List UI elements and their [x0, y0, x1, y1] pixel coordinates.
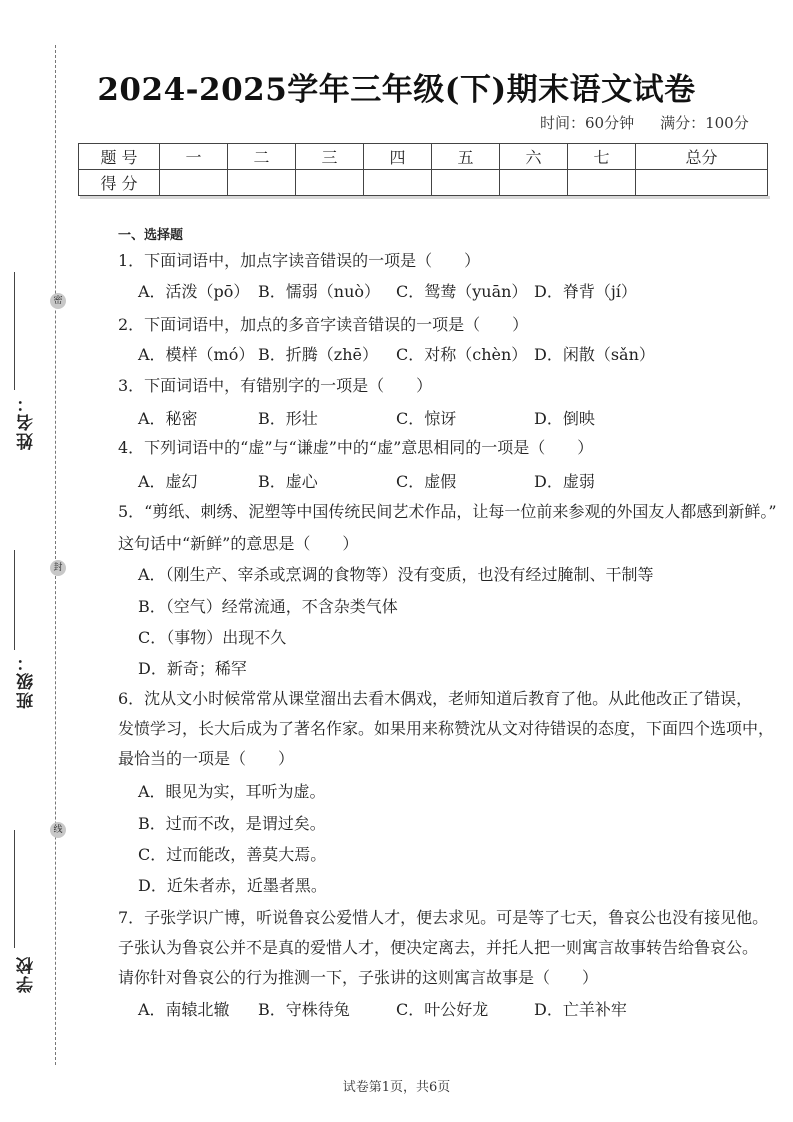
- seal-mi: 密: [50, 293, 66, 309]
- score-cell-2[interactable]: [228, 170, 296, 196]
- q6-option-c[interactable]: C．过而能改，善莫大焉。: [138, 845, 327, 864]
- q3-option-c[interactable]: C．惊讶: [396, 409, 457, 428]
- school-field: [14, 955, 44, 993]
- q6-stem-line3: 最恰当的一项是（ ）: [118, 749, 295, 768]
- binding-dashed-line: [55, 45, 56, 1065]
- q1-option-b[interactable]: B．懦弱（nuò）: [258, 282, 381, 301]
- q4-option-d[interactable]: D．虚弱: [534, 472, 595, 491]
- q5-option-b[interactable]: B．（空气）经常流通，不含杂类气体: [138, 597, 398, 616]
- q3-option-a[interactable]: A．秘密: [138, 409, 198, 428]
- q5-option-a[interactable]: A．（刚生产、宰杀或烹调的食物等）没有变质，也没有经过腌制、干制等: [138, 565, 654, 584]
- seal-feng: 封: [50, 560, 66, 576]
- q2-option-d[interactable]: D．闲散（sǎn）: [534, 345, 655, 364]
- score-cell-6[interactable]: [500, 170, 568, 196]
- q7-option-b[interactable]: B．守株待兔: [258, 1000, 350, 1019]
- col-1: 一: [160, 144, 228, 170]
- score-cell-5[interactable]: [432, 170, 500, 196]
- q4-stem: 4．下列词语中的“虚”与“谦虚”中的“虚”意思相同的一项是（ ）: [118, 438, 594, 457]
- q5-stem-line2: 这句话中“新鲜”的意思是（ ）: [118, 534, 359, 553]
- q2-option-c[interactable]: C．对称（chèn）: [396, 345, 528, 364]
- name-label: 姓名：: [17, 393, 37, 450]
- q7-stem-line1: 7．子张学识广博，听说鲁哀公爱惜人才，便去求见。可是等了七天，鲁哀公也没有接见他。: [118, 908, 769, 927]
- col-total: 总分: [636, 144, 768, 170]
- q2-option-b[interactable]: B．折腾（zhē）: [258, 345, 378, 364]
- score-table-score-row: [79, 170, 768, 196]
- col-3: 三: [296, 144, 364, 170]
- class-field: [14, 652, 44, 709]
- name-blank-line[interactable]: [14, 272, 15, 390]
- q1-option-c[interactable]: C．鸳鸯（yuān）: [396, 282, 528, 301]
- score-cell-7[interactable]: [568, 170, 636, 196]
- q2-option-a[interactable]: A．模样（mó）: [138, 345, 255, 364]
- class-blank-line[interactable]: [14, 550, 15, 650]
- score-cell-3[interactable]: [296, 170, 364, 196]
- q5-option-c[interactable]: C．（事物）出现不久: [138, 628, 287, 647]
- q7-option-a[interactable]: A．南辕北辙: [138, 1000, 230, 1019]
- exam-full-score: 满分：100分: [660, 114, 749, 132]
- col-2: 二: [228, 144, 296, 170]
- col-5: 五: [432, 144, 500, 170]
- score-label: 得 分: [79, 170, 160, 196]
- header-label: 题 号: [79, 144, 160, 170]
- q1-stem: 1．下面词语中，加点字读音错误的一项是（ ）: [118, 251, 481, 270]
- q7-option-c[interactable]: C．叶公好龙: [396, 1000, 489, 1019]
- q4-option-a[interactable]: A．虚幻: [138, 472, 198, 491]
- q5-option-d[interactable]: D．新奇；稀罕: [138, 659, 247, 678]
- q7-option-d[interactable]: D．亡羊补牢: [534, 1000, 627, 1019]
- page-footer: 试卷第1页，共6页: [342, 1080, 451, 1095]
- seal-xian: 线: [50, 822, 66, 838]
- col-6: 六: [500, 144, 568, 170]
- score-table: [78, 143, 768, 196]
- q1-option-d[interactable]: D．脊背（jí）: [534, 282, 637, 301]
- q3-option-d[interactable]: D．倒映: [534, 409, 595, 428]
- school-blank-line[interactable]: [14, 830, 15, 948]
- class-label: 班级：: [17, 652, 37, 709]
- table-shadow: [80, 196, 770, 199]
- name-field: [14, 393, 44, 450]
- score-cell-1[interactable]: [160, 170, 228, 196]
- score-table-header-row: [79, 144, 768, 170]
- q1-option-a[interactable]: A．活泼（pō）: [138, 282, 250, 301]
- col-4: 四: [364, 144, 432, 170]
- exam-meta: [540, 112, 749, 133]
- q7-stem-line2: 子张认为鲁哀公并不是真的爱惜人才，便决定离去，并托人把一则寓言故事转告给鲁哀公。: [118, 938, 759, 957]
- q4-option-b[interactable]: B．虚心: [258, 472, 318, 491]
- col-7: 七: [568, 144, 636, 170]
- q3-option-b[interactable]: B．形壮: [258, 409, 318, 428]
- exam-title: 2024-2025学年三年级(下)期末语文试卷: [97, 72, 696, 108]
- section-heading: 一、选择题: [118, 228, 184, 243]
- q3-stem: 3．下面词语中，有错别字的一项是（ ）: [118, 376, 433, 395]
- school-label: 学校: [17, 955, 37, 993]
- q6-option-b[interactable]: B．过而不改，是谓过矣。: [138, 814, 326, 833]
- score-cell-total[interactable]: [636, 170, 768, 196]
- q2-stem: 2．下面词语中，加点的多音字读音错误的一项是（ ）: [118, 315, 529, 334]
- q5-stem-line1: 5．“剪纸、刺绣、泥塑等中国传统民间艺术作品，让每一位前来参观的外国友人都感到新鲜。”: [118, 502, 777, 521]
- q4-option-c[interactable]: C．虚假: [396, 472, 457, 491]
- q6-option-a[interactable]: A．眼见为实，耳听为虚。: [138, 782, 326, 801]
- q6-option-d[interactable]: D．近朱者赤，近墨者黑。: [138, 876, 327, 895]
- q6-stem-line1: 6．沈从文小时候常常从课堂溜出去看木偶戏，老师知道后教育了他。从此他改正了错误，: [118, 689, 753, 708]
- score-cell-4[interactable]: [364, 170, 432, 196]
- q6-stem-line2: 发愤学习，长大后成为了著名作家。如果用来称赞沈从文对待错误的态度，下面四个选项中，: [118, 719, 775, 738]
- exam-time: 时间：60分钟: [540, 114, 635, 132]
- q7-stem-line3: 请你针对鲁哀公的行为推测一下，子张讲的这则寓言故事是（ ）: [118, 968, 599, 987]
